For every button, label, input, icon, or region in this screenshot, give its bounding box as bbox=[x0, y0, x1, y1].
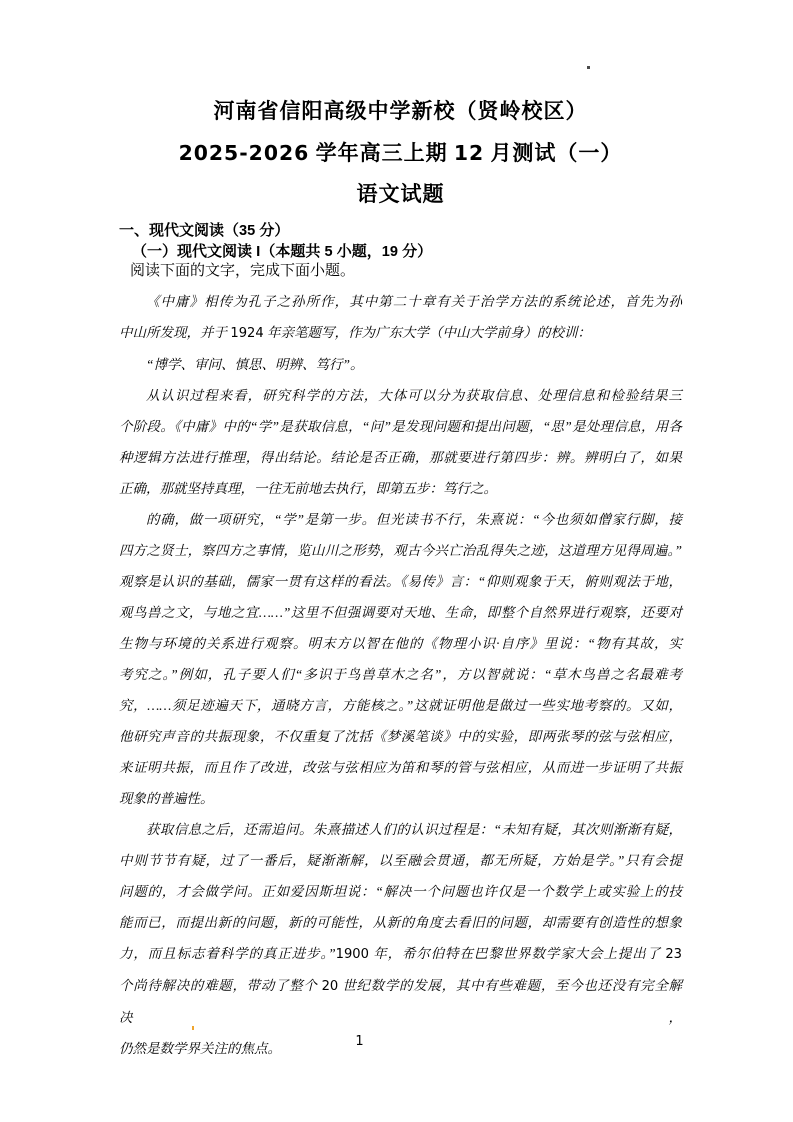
passage-line: 获取信息之后，还需追问。朱熹描述人们的认识过程是：“未知有疑，其次则渐渐有疑， bbox=[146, 822, 682, 837]
passage-line: 的确，做一项研究，“学”是第一步。但光读书不行，朱熹说：“今也须如僧家行脚，接 bbox=[146, 512, 682, 527]
exam-subject-title: 语文试题 bbox=[356, 182, 445, 206]
passage-line: 生物与环境的关系进行观察。明末方以智在他的《物理小识·自序》里说：“物有其故，实 bbox=[119, 636, 682, 651]
section-heading: 一、现代文阅读（35 分） bbox=[119, 222, 290, 239]
passage-line: 观鸟兽之文，与地之宜……”这里不但强调要对天地、生命，即整个自然界进行观察，还要对 bbox=[119, 605, 682, 620]
page-number: 1 bbox=[355, 1034, 364, 1049]
passage-line: 中山所发现，并于 1924 年亲笔题写，作为广东大学（中山大学前身）的校训： bbox=[119, 325, 592, 341]
exam-session-title: 2025-2026 学年高三上期 12 月测试（一） bbox=[178, 141, 623, 165]
ink-speck bbox=[587, 66, 590, 69]
passage-line: 《中庸》相传为孔子之孙所作，其中第二十章有关于治学方法的系统论述，首先为孙 bbox=[146, 294, 682, 309]
passage-line: 四方之贤士，察四方之事情，览山川之形势，观古今兴亡治乱得失之迹，这道理方见得周遍。” bbox=[119, 543, 682, 558]
passage-line: 来证明共振，而且作了改进，改弦与弦相应为笛和琴的管与弦相应，从而进一步证明了共振 bbox=[119, 760, 682, 775]
exam-school-title: 河南省信阳高级中学新校（贤岭校区） bbox=[213, 99, 588, 123]
passage-line: 力，而且标志着科学的真正进步。”1900 年，希尔伯特在巴黎世界数学家大会上提出了 23 bbox=[119, 946, 682, 962]
passage-line: 仍然是数学界关注的焦点。 bbox=[119, 1041, 281, 1056]
passage-line: 中则节节有疑，过了一番后，疑渐渐解，以至融会贯通，都无所疑，方始是学。”只有会提 bbox=[119, 853, 682, 868]
passage-line: 考究之。”例如，孔子要人们“多识于鸟兽草木之名”，方以智就说：“草木鸟兽之名最难考 bbox=[119, 667, 682, 682]
passage-instruction: 阅读下面的文字，完成下面小题。 bbox=[130, 263, 356, 279]
passage-body bbox=[119, 286, 682, 1064]
passage-line: 问题的，才会做学问。正如爱因斯坦说：“解决一个问题也许仅是一个数学上或实验上的技 bbox=[119, 884, 682, 899]
passage-line: 种逻辑方法进行推理，得出结论。结论是否正确，那就要进行第四步：辨。辨明白了，如果 bbox=[119, 450, 682, 465]
passage-line: 观察是认识的基础，儒家一贯有这样的看法。《易传》言：“仰则观象于天，俯则观法于地， bbox=[119, 574, 682, 589]
passage-line: “博学、审问、慎思、明辨、笃行”。 bbox=[146, 357, 364, 372]
passage-line: 正确，那就坚持真理，一往无前地去执行，即第五步：笃行之。 bbox=[119, 481, 497, 496]
passage-line: 个阶段。《中庸》中的“学”是获取信息，“问”是发现问题和提出问题，“思”是处理信息，用各 bbox=[119, 419, 682, 434]
passage-line: 个尚待解决的难题，带动了整个 20 世纪数学的发展，其中有些难题，至今也还没有完全解决， bbox=[119, 978, 683, 1025]
passage-line: 能而已，而提出新的问题，新的可能性，从新的角度去看旧的问题，却需要有创造性的想象 bbox=[119, 915, 682, 930]
passage-line: 从认识过程来看，研究科学的方法，大体可以分为获取信息、处理信息和检验结果三 bbox=[146, 388, 682, 403]
subsection-heading: （一）现代文阅读 I（本题共 5 小题，19 分） bbox=[132, 243, 433, 260]
passage-line: 现象的普遍性。 bbox=[119, 791, 214, 806]
passage-line: 他研究声音的共振现象，不仅重复了沈括《梦溪笔谈》中的实验，即两张琴的弦与弦相应， bbox=[119, 729, 682, 744]
passage-line: 究，……须足迹遍天下，通晓方言，方能核之。”这就证明他是做过一些实地考察的。又如， bbox=[119, 698, 682, 713]
